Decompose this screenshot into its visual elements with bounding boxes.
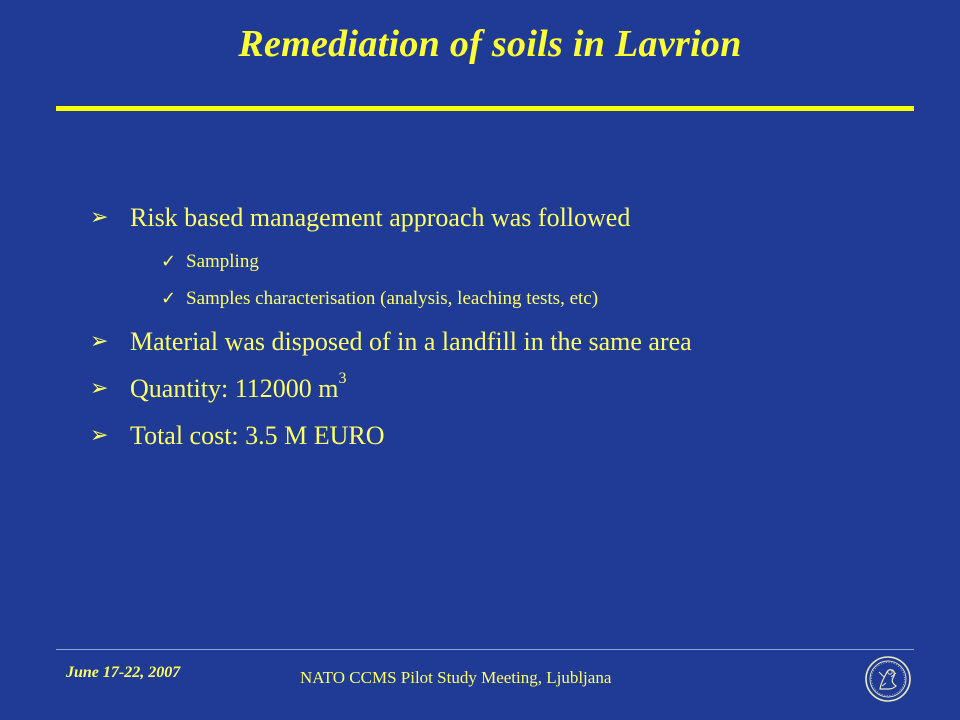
footer-date: June 17-22, 2007 [66,664,181,681]
bullet-text: Quantity: 112000 m [130,374,339,403]
footer-meeting-name: NATO CCMS Pilot Study Meeting, Ljubljana [300,668,612,687]
sub-bullet-text: Samples characterisation (analysis, leaching tests, etc) [186,288,599,309]
university-seal-icon [864,655,912,703]
bullet-item [90,370,347,404]
superscript-exponent: 3 [338,370,347,388]
bullet-item [90,203,630,233]
bullet-text: Total cost: 3.5 M EURO [130,421,385,450]
bullet-text: Material was disposed of in a landfill in the same area [130,327,692,356]
bullet-item [90,421,385,451]
footer-divider [56,649,914,650]
slide-title: Remediation of soils in Lavrion [238,23,742,65]
checkmark-icon: ✓ [161,251,177,272]
title-divider [56,106,914,111]
arrow-bullet-icon: ➢ [90,205,109,230]
arrow-bullet-icon: ➢ [90,423,109,448]
arrow-bullet-icon: ➢ [90,329,109,354]
sub-bullet-text: Sampling [186,251,259,272]
bullet-item [90,327,692,357]
checkmark-icon: ✓ [161,288,177,309]
sub-bullet-item [161,251,259,273]
sub-bullet-item [161,288,598,310]
bullet-text: Risk based management approach was followed [130,203,631,232]
arrow-bullet-icon: ➢ [90,376,109,401]
